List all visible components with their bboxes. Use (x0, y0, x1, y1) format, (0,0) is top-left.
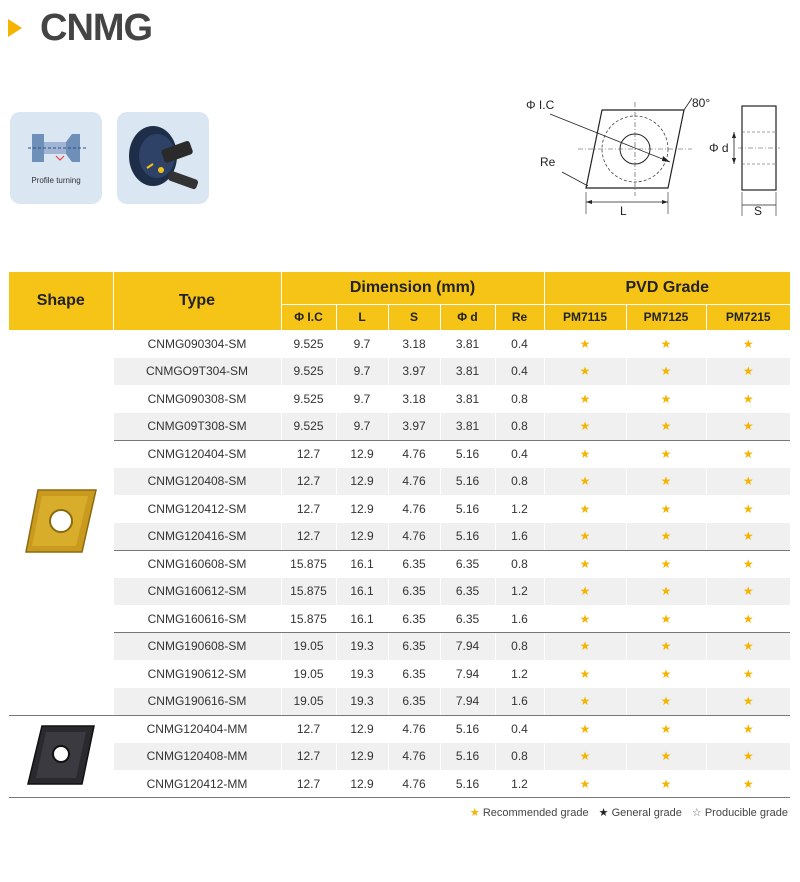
grade-cell (544, 688, 626, 716)
general-star-icon: ★ (598, 807, 609, 819)
dim-l-cell: 16.1 (336, 605, 388, 633)
dim-re-cell: 0.4 (495, 440, 544, 468)
star-icon: ★ (742, 584, 754, 599)
insert-spec-table (9, 272, 790, 798)
grade-cell (626, 358, 706, 386)
grade-cell (626, 523, 706, 551)
dim-l-cell: 12.9 (336, 523, 388, 551)
star-icon: ★ (660, 639, 672, 654)
dim-s-cell: 4.76 (388, 715, 440, 743)
star-icon: ★ (660, 364, 672, 379)
grade-cell (544, 605, 626, 633)
grade-cell (626, 770, 706, 798)
star-icon: ★ (579, 639, 591, 654)
insert-dimension-diagram (512, 92, 792, 224)
star-icon: ★ (660, 556, 672, 571)
table-row (9, 688, 790, 716)
star-icon: ★ (660, 336, 672, 351)
dim-re-cell: 1.2 (495, 578, 544, 606)
grade-cell (706, 440, 790, 468)
table-row (9, 550, 790, 578)
grade-cell (544, 495, 626, 523)
table-row (9, 523, 790, 551)
dim-d-cell: 3.81 (440, 358, 495, 386)
star-icon: ★ (660, 749, 672, 764)
grade-cell (544, 660, 626, 688)
grade-cell (706, 413, 790, 441)
dim-re-cell: 0.4 (495, 715, 544, 743)
star-icon: ★ (742, 721, 754, 736)
table-row (9, 440, 790, 468)
dim-re-cell: 0.4 (495, 358, 544, 386)
dim-ic-cell: 12.7 (281, 495, 336, 523)
grade-cell (544, 413, 626, 441)
col-pm7115: PM7115 (544, 304, 626, 330)
dim-d-cell: 5.16 (440, 523, 495, 551)
page-header (8, 6, 152, 50)
dim-s-cell: 4.76 (388, 495, 440, 523)
type-cell: CNMG190612-SM (113, 660, 281, 688)
dim-d-cell: 5.16 (440, 770, 495, 798)
table-row (9, 578, 790, 606)
legend-general: ★ General grade (598, 807, 682, 819)
grade-cell (544, 770, 626, 798)
table-row (9, 743, 790, 771)
type-cell: CNMGO9T304-SM (113, 358, 281, 386)
grade-cell (544, 633, 626, 661)
dim-d-cell: 5.16 (440, 743, 495, 771)
star-icon: ★ (579, 666, 591, 681)
type-cell: CNMG160608-SM (113, 550, 281, 578)
dim-re-cell: 0.8 (495, 633, 544, 661)
grade-cell (706, 358, 790, 386)
dim-ic-cell: 9.525 (281, 385, 336, 413)
star-icon: ★ (660, 529, 672, 544)
grade-cell (544, 440, 626, 468)
star-icon: ★ (742, 364, 754, 379)
grade-cell (626, 330, 706, 358)
grade-cell (626, 688, 706, 716)
dim-s-cell: 6.35 (388, 688, 440, 716)
dim-l-cell: 19.3 (336, 660, 388, 688)
type-cell: CNMG09T308-SM (113, 413, 281, 441)
dim-ic-cell: 15.875 (281, 578, 336, 606)
star-icon: ★ (579, 474, 591, 489)
dim-l-cell: 12.9 (336, 743, 388, 771)
star-icon: ★ (579, 776, 591, 791)
table-row (9, 468, 790, 496)
type-cell: CNMG160616-SM (113, 605, 281, 633)
grade-cell (626, 743, 706, 771)
machining-image-card (117, 112, 209, 204)
grade-cell (544, 523, 626, 551)
dim-l-cell: 12.9 (336, 495, 388, 523)
dim-l-cell: 9.7 (336, 358, 388, 386)
dim-s-cell: 3.18 (388, 385, 440, 413)
dim-s-cell: 4.76 (388, 468, 440, 496)
dim-s-cell: 3.97 (388, 358, 440, 386)
grade-cell (706, 715, 790, 743)
dim-ic-cell: 15.875 (281, 550, 336, 578)
dim-ic-cell: 15.875 (281, 605, 336, 633)
dim-ic-cell: 9.525 (281, 330, 336, 358)
grade-cell (706, 330, 790, 358)
dim-re-cell: 0.8 (495, 413, 544, 441)
star-icon: ★ (742, 666, 754, 681)
star-icon: ★ (579, 419, 591, 434)
col-pm7215: PM7215 (706, 304, 790, 330)
grade-legend (470, 806, 788, 819)
grade-cell (706, 743, 790, 771)
dim-l-cell: 12.9 (336, 770, 388, 798)
type-cell: CNMG120412-MM (113, 770, 281, 798)
grade-cell (544, 743, 626, 771)
star-icon: ★ (579, 336, 591, 351)
dim-re-cell: 0.8 (495, 550, 544, 578)
grade-cell (544, 578, 626, 606)
star-icon: ★ (742, 694, 754, 709)
dim-l-cell: 9.7 (336, 330, 388, 358)
dim-re-cell: 0.8 (495, 468, 544, 496)
grade-cell (706, 495, 790, 523)
star-icon: ★ (660, 776, 672, 791)
dim-d-cell: 5.16 (440, 468, 495, 496)
col-ic: Φ I.C (281, 304, 336, 330)
star-icon: ★ (660, 391, 672, 406)
star-icon: ★ (579, 529, 591, 544)
grade-cell (706, 605, 790, 633)
grade-cell (626, 385, 706, 413)
type-cell: CNMG120408-MM (113, 743, 281, 771)
grade-cell (706, 550, 790, 578)
grade-cell (706, 385, 790, 413)
dim-ic-cell: 9.525 (281, 358, 336, 386)
dim-l-cell: 9.7 (336, 413, 388, 441)
dim-re-cell: 1.2 (495, 770, 544, 798)
dim-d-cell: 7.94 (440, 688, 495, 716)
dim-ic-cell: 12.7 (281, 523, 336, 551)
table-row (9, 605, 790, 633)
col-s: S (388, 304, 440, 330)
dim-ic-cell: 12.7 (281, 468, 336, 496)
table-row (9, 413, 790, 441)
dim-s-cell: 6.35 (388, 605, 440, 633)
grade-cell (626, 550, 706, 578)
legend-producible: ☆ Producible grade (691, 807, 788, 819)
dim-l-cell: 19.3 (336, 633, 388, 661)
producible-star-icon: ☆ (691, 807, 702, 819)
star-icon: ★ (742, 419, 754, 434)
l-label: L (620, 204, 627, 218)
star-icon: ★ (579, 694, 591, 709)
shape-header: Shape (9, 272, 113, 330)
re-label: Re (540, 155, 556, 169)
dim-re-cell: 0.4 (495, 330, 544, 358)
dim-s-cell: 4.76 (388, 523, 440, 551)
star-icon: ★ (579, 556, 591, 571)
table-row (9, 385, 790, 413)
star-icon: ★ (660, 446, 672, 461)
star-icon: ★ (579, 364, 591, 379)
star-icon: ★ (660, 694, 672, 709)
grade-cell (626, 440, 706, 468)
dim-d-cell: 3.81 (440, 330, 495, 358)
grade-cell (706, 578, 790, 606)
star-icon: ★ (660, 611, 672, 626)
dim-d-cell: 5.16 (440, 715, 495, 743)
dim-s-cell: 3.18 (388, 330, 440, 358)
table-row (9, 715, 790, 743)
star-icon: ★ (660, 721, 672, 736)
star-icon: ★ (660, 501, 672, 516)
profile-turning-card (10, 112, 102, 204)
grade-cell (626, 715, 706, 743)
dim-ic-cell: 12.7 (281, 743, 336, 771)
dim-ic-cell: 9.525 (281, 413, 336, 441)
pvd-grade-header: PVD Grade (544, 272, 790, 304)
grade-cell (626, 468, 706, 496)
star-icon: ★ (579, 749, 591, 764)
dim-d-cell: 5.16 (440, 495, 495, 523)
star-icon: ★ (660, 474, 672, 489)
s-label: S (754, 204, 763, 218)
dim-d-cell: 6.35 (440, 605, 495, 633)
angle-label: 80° (692, 96, 711, 110)
grade-cell (544, 715, 626, 743)
grade-cell (706, 660, 790, 688)
dim-re-cell: 1.6 (495, 605, 544, 633)
table-body (9, 330, 790, 798)
table-row (9, 358, 790, 386)
grade-cell (626, 660, 706, 688)
dim-re-cell: 0.8 (495, 743, 544, 771)
dim-ic-cell: 12.7 (281, 440, 336, 468)
table-row (9, 633, 790, 661)
star-icon: ★ (742, 611, 754, 626)
grade-cell (626, 495, 706, 523)
grade-cell (544, 385, 626, 413)
title-arrow-icon (8, 19, 22, 37)
grade-cell (706, 523, 790, 551)
star-icon: ★ (579, 584, 591, 599)
sm-insert-shape (9, 330, 113, 715)
star-icon: ★ (742, 501, 754, 516)
type-cell: CNMG190608-SM (113, 633, 281, 661)
type-cell: CNMG090308-SM (113, 385, 281, 413)
col-l: L (336, 304, 388, 330)
profile-turning-icon (10, 112, 102, 204)
table-row (9, 330, 790, 358)
dim-s-cell: 6.35 (388, 550, 440, 578)
dim-ic-cell: 19.05 (281, 688, 336, 716)
star-icon: ★ (742, 529, 754, 544)
star-icon: ★ (742, 749, 754, 764)
dim-d-cell: 5.16 (440, 440, 495, 468)
star-icon: ★ (579, 611, 591, 626)
dim-s-cell: 4.76 (388, 770, 440, 798)
dim-s-cell: 4.76 (388, 440, 440, 468)
dim-s-cell: 6.35 (388, 660, 440, 688)
dim-re-cell: 1.6 (495, 523, 544, 551)
grade-cell (706, 688, 790, 716)
grade-cell (706, 468, 790, 496)
table-row (9, 660, 790, 688)
star-icon: ★ (660, 666, 672, 681)
recommended-star-icon: ★ (469, 807, 480, 819)
dim-l-cell: 9.7 (336, 385, 388, 413)
star-icon: ★ (742, 391, 754, 406)
dim-d-cell: 6.35 (440, 550, 495, 578)
dim-ic-cell: 12.7 (281, 715, 336, 743)
table-row (9, 495, 790, 523)
grade-cell (544, 550, 626, 578)
dim-l-cell: 16.1 (336, 550, 388, 578)
dim-s-cell: 6.35 (388, 633, 440, 661)
dim-s-cell: 4.76 (388, 743, 440, 771)
mm-insert-shape (9, 715, 113, 798)
grade-cell (626, 633, 706, 661)
type-cell: CNMG190616-SM (113, 688, 281, 716)
col-re: Re (495, 304, 544, 330)
grade-cell (706, 633, 790, 661)
star-icon: ★ (579, 391, 591, 406)
star-icon: ★ (579, 501, 591, 516)
dimension-header: Dimension (mm) (281, 272, 544, 304)
star-icon: ★ (742, 336, 754, 351)
dim-l-cell: 19.3 (336, 688, 388, 716)
dim-re-cell: 1.2 (495, 495, 544, 523)
type-cell: CNMG120416-SM (113, 523, 281, 551)
page-title: CNMG (40, 6, 153, 49)
dim-re-cell: 0.8 (495, 385, 544, 413)
dim-s-cell: 6.35 (388, 578, 440, 606)
star-icon: ★ (742, 474, 754, 489)
type-header: Type (113, 272, 281, 330)
dim-s-cell: 3.97 (388, 413, 440, 441)
dim-ic-cell: 19.05 (281, 660, 336, 688)
star-icon: ★ (742, 639, 754, 654)
legend-recommended: ★ Recommended grade (469, 807, 589, 819)
dim-l-cell: 16.1 (336, 578, 388, 606)
dim-re-cell: 1.6 (495, 688, 544, 716)
grade-cell (544, 358, 626, 386)
star-icon: ★ (742, 556, 754, 571)
dim-d-cell: 7.94 (440, 660, 495, 688)
table-row (9, 770, 790, 798)
dim-d-cell: 6.35 (440, 578, 495, 606)
dim-l-cell: 12.9 (336, 440, 388, 468)
ic-label: Φ I.C (526, 98, 555, 112)
grade-cell (626, 578, 706, 606)
dim-d-cell: 7.94 (440, 633, 495, 661)
black-insert-icon (24, 722, 98, 788)
dim-d-cell: 3.81 (440, 385, 495, 413)
turning-tool-icon (117, 112, 209, 204)
type-cell: CNMG120404-MM (113, 715, 281, 743)
star-icon: ★ (579, 446, 591, 461)
dim-l-cell: 12.9 (336, 468, 388, 496)
star-icon: ★ (579, 721, 591, 736)
type-cell: CNMG120404-SM (113, 440, 281, 468)
star-icon: ★ (660, 419, 672, 434)
star-icon: ★ (742, 776, 754, 791)
type-cell: CNMG160612-SM (113, 578, 281, 606)
dim-l-cell: 12.9 (336, 715, 388, 743)
grade-cell (544, 468, 626, 496)
grade-cell (544, 330, 626, 358)
grade-cell (626, 605, 706, 633)
dim-d-cell: 3.81 (440, 413, 495, 441)
grade-cell (706, 770, 790, 798)
dim-ic-cell: 19.05 (281, 633, 336, 661)
type-cell: CNMG120408-SM (113, 468, 281, 496)
grade-cell (626, 413, 706, 441)
col-d: Φ d (440, 304, 495, 330)
dim-re-cell: 1.2 (495, 660, 544, 688)
star-icon: ★ (660, 584, 672, 599)
d-label: Φ d (709, 141, 729, 155)
profile-turning-label: Profile turning (31, 176, 81, 185)
col-pm7125: PM7125 (626, 304, 706, 330)
gold-insert-icon (24, 486, 98, 556)
star-icon: ★ (742, 446, 754, 461)
type-cell: CNMG090304-SM (113, 330, 281, 358)
dim-ic-cell: 12.7 (281, 770, 336, 798)
type-cell: CNMG120412-SM (113, 495, 281, 523)
